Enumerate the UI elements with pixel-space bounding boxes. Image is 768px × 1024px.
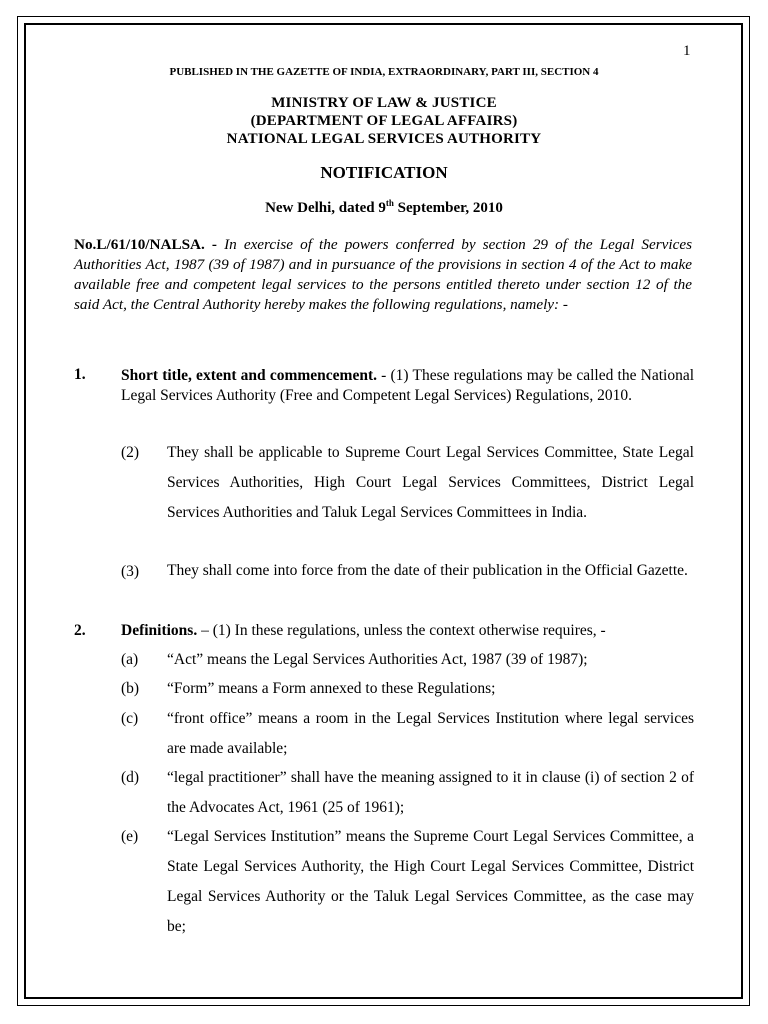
preamble: [74, 235, 692, 315]
definition-label: (d): [121, 769, 140, 786]
notification-title: NOTIFICATION: [320, 163, 448, 182]
section-1-heading: Short title, extent and commencement.: [121, 367, 378, 384]
section-2-heading: Definitions.: [121, 622, 198, 639]
preamble-text: In exercise of the powers conferred by section 29 of the Legal Services Authorities Act, 1987 (39 of 1987) and in pursuance of the provisions in section 4 of the Act to make available free and competent legal services to the persons entitled thereto under section 12 of the said Act, the Central Authority hereby makes the following regulations, namely: -: [74, 236, 692, 313]
page-number: 1: [683, 43, 691, 59]
definition-label: (b): [121, 680, 140, 697]
dateline-ordinal: th: [385, 198, 394, 208]
section-2-number: 2.: [74, 622, 86, 639]
definition-text: “Act” means the Legal Services Authorities Act, 1987 (39 of 1987);: [167, 651, 588, 668]
notification-reference: No.L/61/10/NALSA. -: [74, 236, 217, 253]
definition-text: “legal practitioner” shall have the meaning assigned to it in clause (i) of section 2 of the Advocates Act, 1961 (25 of 1961);: [167, 769, 694, 816]
authority-heading: NATIONAL LEGAL SERVICES AUTHORITY: [226, 131, 542, 147]
dateline: [0, 200, 768, 217]
definition-text: “Form” means a Form annexed to these Regulations;: [167, 680, 496, 697]
dateline-prefix: New Delhi, dated 9: [265, 200, 386, 216]
definition-label: (c): [121, 710, 139, 727]
section-2-para: [121, 622, 606, 640]
section-1-sub-text: They shall be applicable to Supreme Court Legal Services Committee, State Legal Services Authorities, High Court Legal Services Committees, District Legal Services Authorities and Taluk Legal Services Committees in India.: [167, 444, 694, 521]
dateline-rest: September, 2010: [393, 200, 503, 216]
section-1-sub-label: (3): [121, 563, 140, 580]
ministry-heading: MINISTRY OF LAW & JUSTICE: [271, 95, 497, 111]
definition-text: “Legal Services Institution” means the Supreme Court Legal Services Committee, a State Legal Services Authority, the High Court Legal Services Committee, District Legal Services Authority or the Taluk Legal Services Committee, as the case may be;: [167, 828, 694, 935]
definition-text: “front office” means a room in the Legal Services Institution where legal services are made available;: [167, 710, 694, 757]
section-1-para: [121, 366, 694, 406]
section-1-sub-text: They shall come into force from the date of their publication in the Official Gazette.: [167, 562, 688, 579]
department-heading: (DEPARTMENT OF LEGAL AFFAIRS): [250, 113, 518, 129]
section-1-text: - (1) These regulations may be called the National Legal Services Authority (Free and Competent Legal Services) Regulations, 2010.: [121, 367, 695, 404]
section-1-number: 1.: [74, 366, 86, 383]
section-1-sub-label: (2): [121, 444, 140, 461]
gazette-line: PUBLISHED IN THE GAZETTE OF INDIA, EXTRAORDINARY, PART III, SECTION 4: [169, 66, 599, 78]
definition-label: (e): [121, 828, 139, 845]
definition-label: (a): [121, 651, 139, 668]
section-2-text: – (1) In these regulations, unless the context otherwise requires, -: [197, 622, 606, 639]
